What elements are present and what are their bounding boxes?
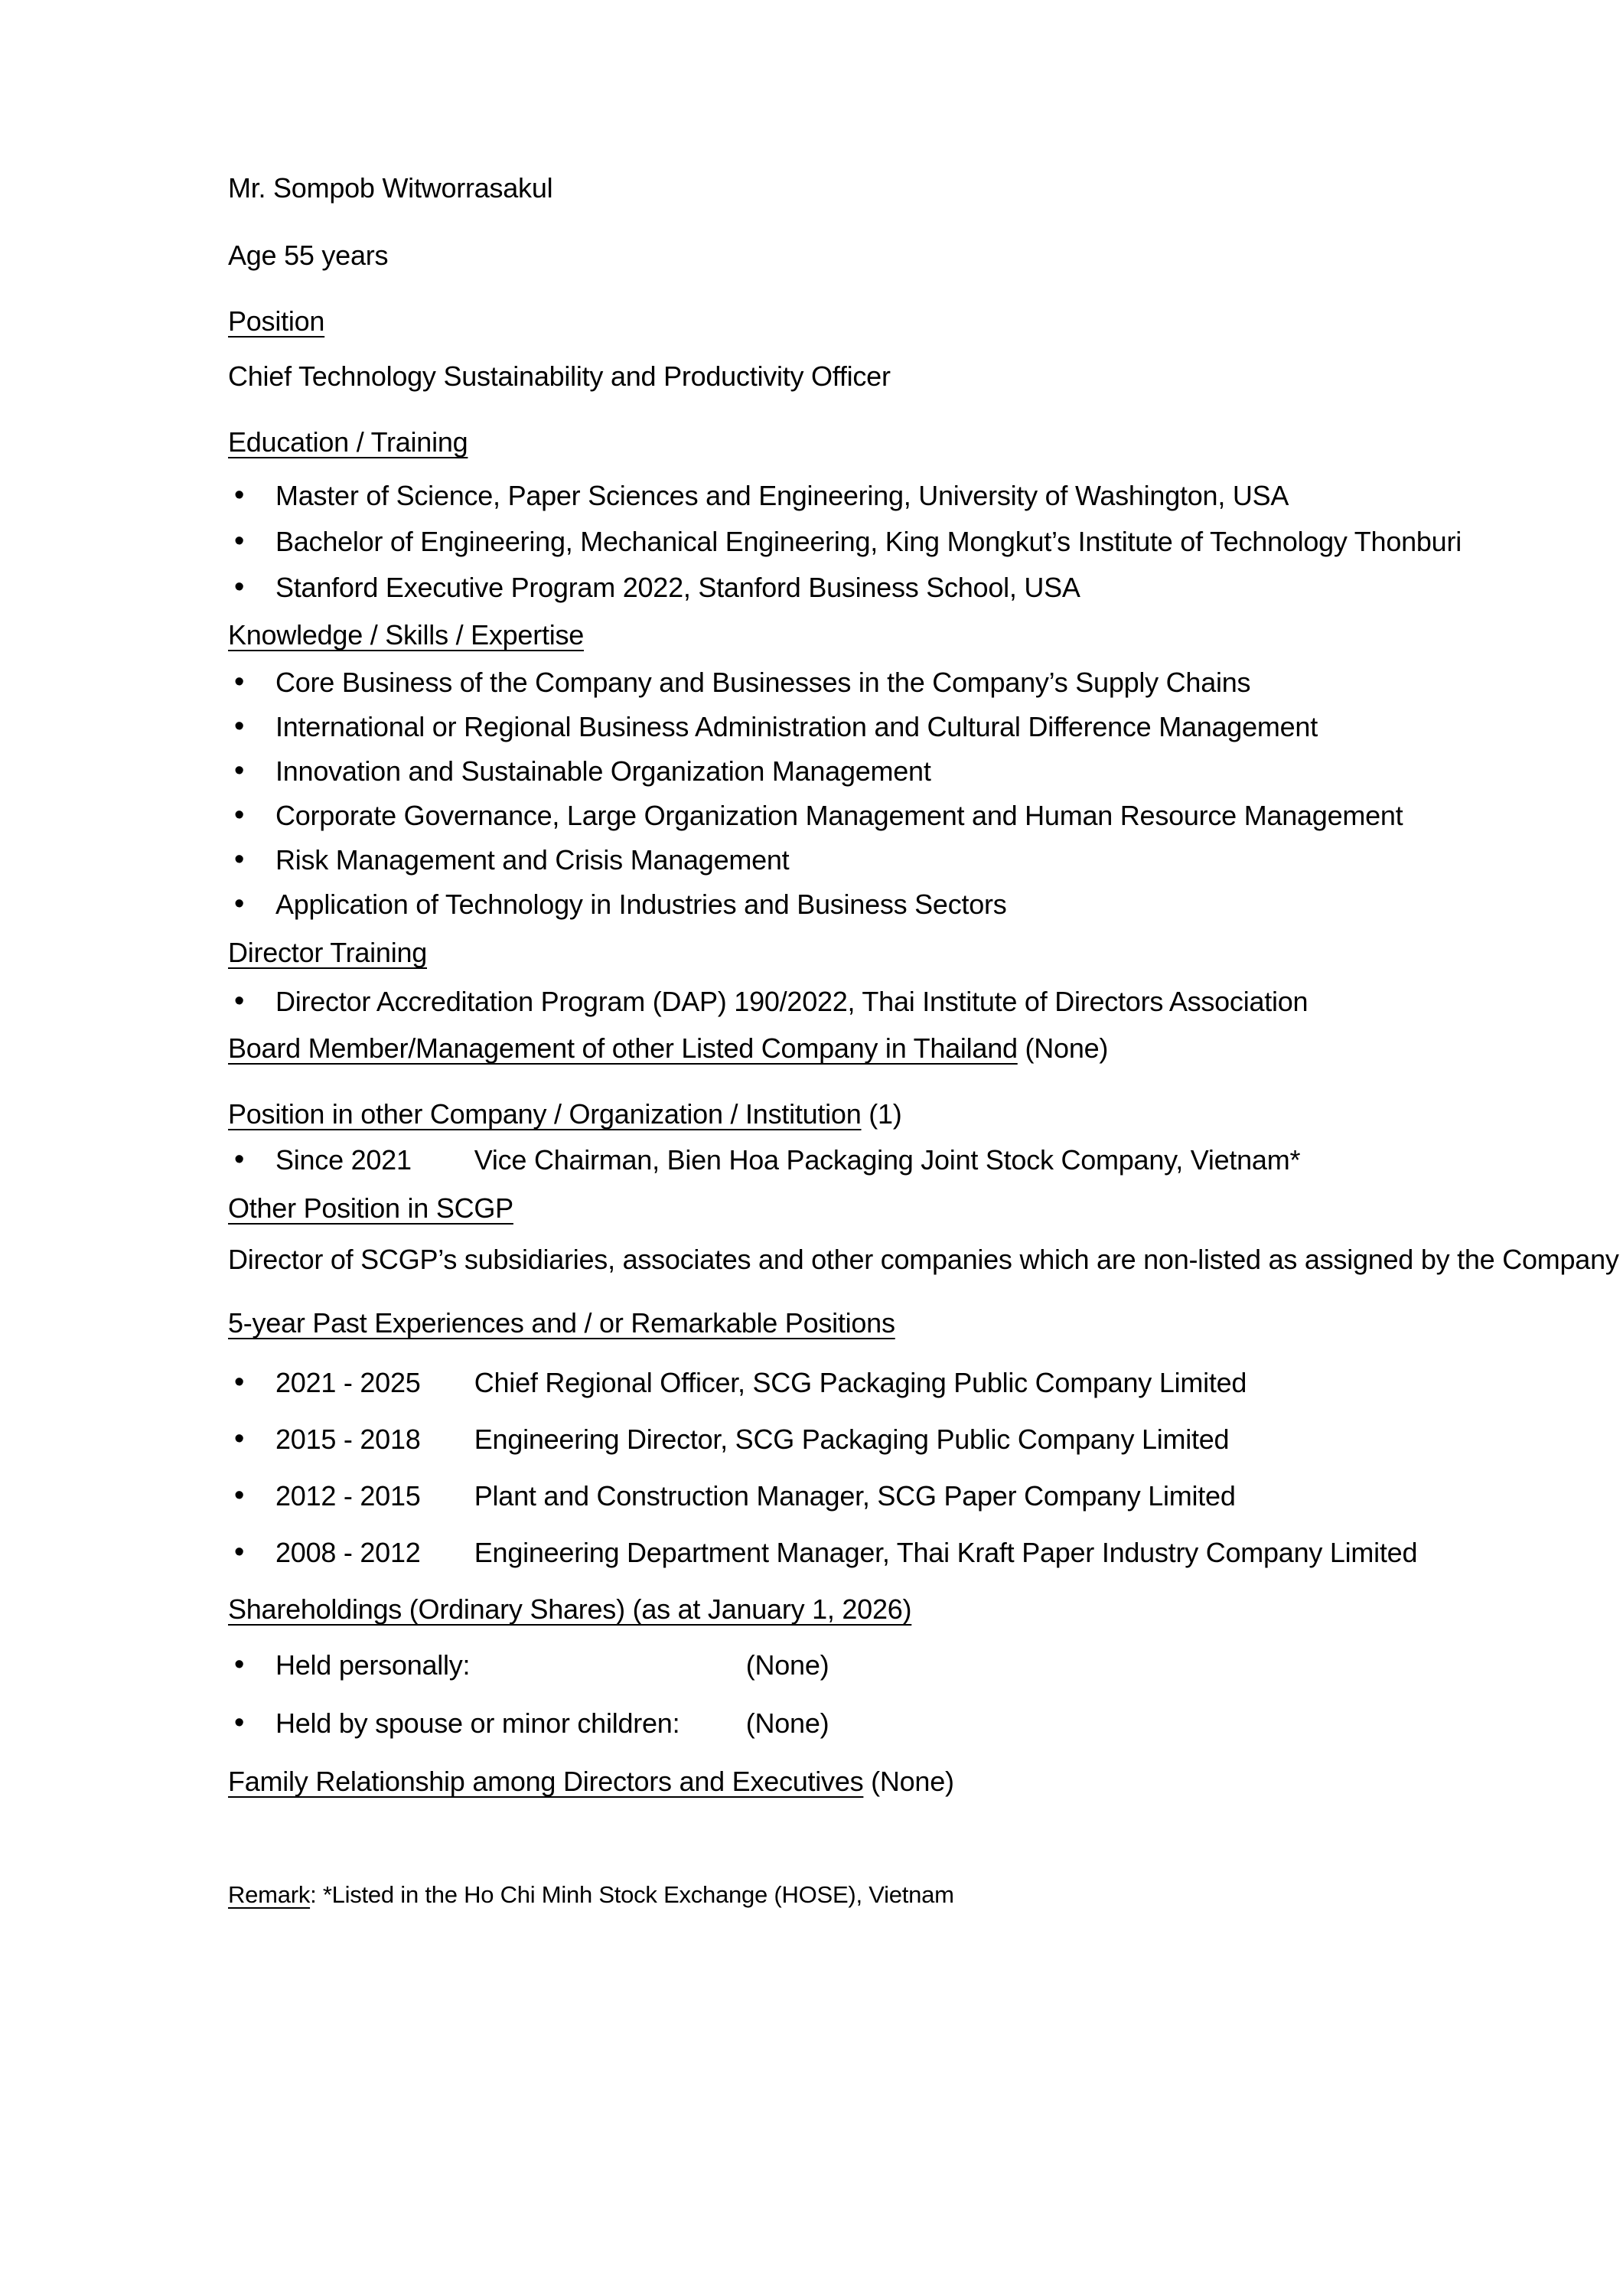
other-org-item [228, 1146, 1546, 1174]
shareholding-label: Held by spouse or minor children: [275, 1707, 680, 1739]
director-training-list [228, 988, 1546, 1016]
experience-detail: Chief Regional Officer, SCG Packaging Public Company Limited [474, 1367, 1247, 1398]
section-heading-other-org [228, 1098, 1546, 1130]
shareholding-item [228, 1649, 1546, 1681]
remark [228, 1883, 1546, 1906]
other-org-item-period: Since 2021 [275, 1144, 412, 1176]
education-item: • Master of Science, Paper Sciences and Engineering, University of Washington, USA [228, 482, 1546, 510]
experience-period: 2021 - 2025 [275, 1367, 421, 1398]
section-heading-board-member [228, 1032, 1546, 1064]
section-heading-family [228, 1768, 1546, 1795]
experience-period: 2012 - 2015 [275, 1480, 421, 1512]
section-heading-director-training [228, 939, 1546, 967]
experience-detail: Engineering Department Manager, Thai Kraft Paper Industry Company Limited [474, 1537, 1418, 1568]
shareholdings-heading-text: Shareholdings (Ordinary Shares) (as at January 1, 2026) [228, 1593, 912, 1625]
director-training-item: • Director Accreditation Program (DAP) 190/2022, Thai Institute of Directors Association [228, 988, 1546, 1016]
experience-item [228, 1539, 1546, 1567]
family-suffix: (None) [871, 1766, 954, 1797]
other-scgp-value: Director of SCGP’s subsidiaries, associates and other companies which are non-listed as assigned by the Company [228, 1244, 1619, 1275]
section-heading-knowledge [228, 621, 1546, 649]
experience-period: 2008 - 2012 [275, 1537, 421, 1568]
shareholdings-list [228, 1649, 1546, 1739]
shareholding-item [228, 1707, 1546, 1739]
education-heading-text: Education / Training [228, 426, 468, 458]
other-org-heading-text: Position in other Company / Organization / Institution [228, 1098, 862, 1130]
knowledge-item: • Risk Management and Crisis Management [228, 846, 1546, 874]
experience-item [228, 1482, 1546, 1510]
knowledge-item: • Application of Technology in Industries and Business Sectors [228, 891, 1546, 918]
section-heading-position [228, 305, 1546, 337]
section-heading-experiences [228, 1309, 1546, 1337]
education-item: • Bachelor of Engineering, Mechanical Engineering, King Mongkut’s Institute of Technology Thonburi [228, 528, 1546, 556]
position-heading-text: Position [228, 305, 325, 337]
remark-text: : *Listed in the Ho Chi Minh Stock Exchange (HOSE), Vietnam [310, 1881, 954, 1908]
experience-detail: Engineering Director, SCG Packaging Public Company Limited [474, 1424, 1230, 1455]
section-heading-other-scgp [228, 1192, 1546, 1224]
remark-label: Remark [228, 1881, 311, 1908]
experience-detail: Plant and Construction Manager, SCG Paper Company Limited [474, 1480, 1236, 1512]
person-name: Mr. Sompob Witworrasakul [228, 172, 553, 204]
education-item: • Stanford Executive Program 2022, Stanford Business School, USA [228, 574, 1546, 602]
experience-item [228, 1369, 1546, 1397]
board-member-suffix: (None) [1025, 1032, 1109, 1064]
section-heading-education [228, 426, 1546, 458]
experience-period: 2015 - 2018 [275, 1424, 421, 1455]
education-list [228, 482, 1546, 602]
family-heading-text: Family Relationship among Directors and Executives [228, 1766, 864, 1797]
experiences-heading-text: 5-year Past Experiences and / or Remarkable Positions [228, 1307, 895, 1339]
experiences-list [228, 1369, 1546, 1567]
director-training-heading-text: Director Training [228, 937, 428, 968]
section-heading-shareholdings [228, 1593, 1546, 1625]
experience-item [228, 1426, 1546, 1453]
shareholding-value: (None) [745, 1707, 829, 1739]
knowledge-item: • International or Regional Business Administration and Cultural Difference Management [228, 713, 1546, 741]
other-scgp-heading-text: Other Position in SCGP [228, 1192, 513, 1224]
shareholding-label: Held personally: [275, 1649, 471, 1681]
position-value: Chief Technology Sustainability and Productivity Officer [228, 360, 891, 392]
board-member-heading-text: Board Member/Management of other Listed Company in Thailand [228, 1032, 1018, 1064]
person-age: Age 55 years [228, 240, 389, 271]
other-org-suffix: (1) [869, 1098, 902, 1130]
knowledge-item: • Corporate Governance, Large Organization Management and Human Resource Management [228, 802, 1546, 830]
knowledge-list [228, 669, 1546, 918]
other-org-item-detail: Vice Chairman, Bien Hoa Packaging Joint Stock Company, Vietnam* [474, 1144, 1301, 1176]
other-org-list [228, 1146, 1546, 1174]
knowledge-item: • Innovation and Sustainable Organization Management [228, 758, 1546, 785]
knowledge-item: • Core Business of the Company and Businesses in the Company’s Supply Chains [228, 669, 1546, 696]
shareholding-value: (None) [745, 1649, 829, 1681]
knowledge-heading-text: Knowledge / Skills / Expertise [228, 619, 585, 651]
